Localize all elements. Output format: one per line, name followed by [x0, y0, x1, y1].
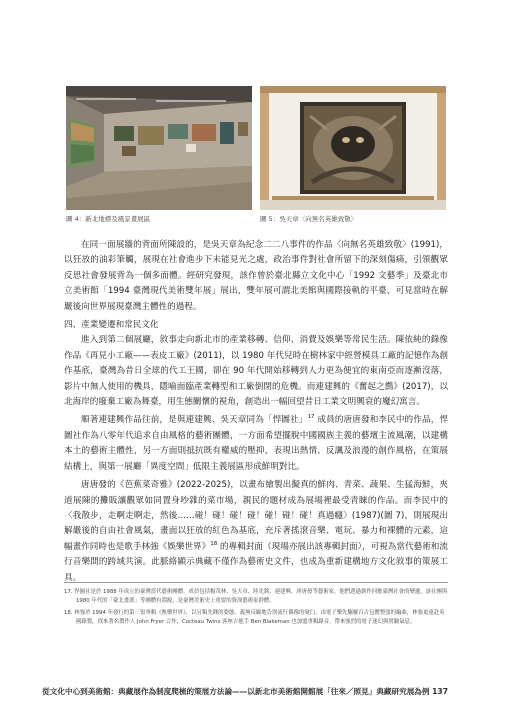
- paragraph-4-text-c: 的專輯封面（現場亦展出該專輯封面），可視為當代藝術和流行音樂間的跨域共演。此脈絡顯示典藏不僅作為藝術史文件，也成為重新建構地方文化敘事的策展工具。: [64, 541, 448, 583]
- paragraph-4-text-b: )，則展現出解嚴後的自由社會風氣，畫面以狂放的紅色為基底，充斥著搖滾音樂、電玩、暴力和裸體的元素，這幅畫作同時也是歌手林強《娛樂世界》: [64, 510, 449, 552]
- main-text: [64, 238, 448, 586]
- footnote-divider: [64, 582, 448, 583]
- paragraph-4: [64, 478, 448, 586]
- paragraph-1: 在同一面展牆的背面所陳設的，是吳天章為紀念二二八事件的作品〈向無名英雄致敬〉(1991)，以狂放的油彩筆觸，展現在社會進步下未能見光之處，政治事件對社會所留下的深刻傷痛，引領觀眾反思社會發展背為一個多面體。經研究發現，該作曾於臺北縣立文化中心「1992 文藝季」及臺北市立美術館「1994 臺灣現代美術雙年展」展出，雙年展可謂北美館與國際接軌的平臺，可見當時在解嚴後向世界展現臺灣主體性的過程。: [64, 240, 448, 312]
- figure-4-gallery-photo: [66, 86, 252, 210]
- paragraph-3: [64, 413, 448, 475]
- figure-7-reference: 圖 7: [383, 510, 402, 521]
- section-heading: 四、產業變遷和常民文化: [64, 320, 159, 331]
- paragraph-4-text-a: 唐唐發的《芭蕉菜奇雅》(2022-2025)，以畫布繪製出擬真的鮮肉、青菜、蔬果、生猛海鮮，夾道展陳的攤販讓觀眾如同置身吵雜的菜市場，親民的題材成為展場裡最受青睞的作品。而李民中的〈我散步，走啊走啊走，然後……碰！碰！碰！碰！碰！碰！碰！真過癮〉(1987)(: [64, 480, 448, 521]
- paragraph-3-text-a: 順著連建興作品往前，是與連建興、吳天章同為「悍圖社」: [81, 415, 308, 426]
- paragraph-2: 進入到第二個展廳，敘事走向新北市的產業移轉、信仰、消費及娛樂等常民生活。陳依純的錄像作品《再見小工廠——表皮工廠》(2011)，以 1980 年代兒時在樹林家中經營模具工廠的記憶作為創作基底，臺灣為昔日全球的代工王國，卻在 90 年代開始移轉到人力更為便宜的東南亞而逐漸沒落，影片中無人使用的機具，隱喻面臨產業轉型和工廠倒閉的危機。而連建興的《奮起之䳿》(2017)，以北海岸的廢棄工廠為舞臺，用生態關懷的視角，創造出一幅回望昔日工業文明興衰的魔幻寓言。: [64, 335, 448, 408]
- footer-title: 從文化中心到美術館：典藏展作為制度爬梳的策展方法論——以新北市美術館開館展「往來／照見」典藏研究展為例: [42, 687, 430, 696]
- footnote-17: 17. 悍圖社是於 1988 年成立的臺灣當代藝術團體。成員包括楊茂林、吳天章、陸先銘、連建興、唐唐發等藝術家，他們透過創作回應臺灣社會的變遷，該社團與 1980 年代的「臺北畫派」等團體有淵源，是臺灣美術史上重要的資深藝術家群體。: [64, 589, 448, 604]
- figure-5-painting-photo: [260, 86, 446, 210]
- running-footer: [42, 686, 448, 697]
- footnote-ref-17: 17: [307, 414, 315, 421]
- figure-4-caption: 圖 4：新北地標及風景畫展區: [66, 215, 151, 223]
- paragraph-3-text-b: 成員的唐唐發和李民中的作品，悍圖社作為八零年代追求自由風格的藝術團體，一方面希望擺脫中國國族主義的藝壇主流風潮，以建構本土的藝術主體性，另一方面則抵抗既有權威的壓抑，表現出熱情、反諷及浪漫的創作風格，在策展結構上，與第一展廳「異度空間」低限主義展區形成鮮明對比。: [64, 415, 448, 472]
- footnote-ref-18: 18: [210, 540, 218, 547]
- footnotes: [64, 588, 448, 630]
- figure-5-caption: 圖 5：吳天章〈向無名英雄致敬〉: [260, 215, 358, 223]
- page-number: 137: [432, 687, 448, 696]
- footnote-18: 18. 林強於 1994 年發行的第三張專輯《娛樂世界》，以另類先鋒的姿態，義無反顧地告別流行偶像的窠臼，由電子樂先驅羅百吉包攬整張的編曲，林強更遠赴英國錄製，找來著名製作人 John Fryer 合作，Cocteau Twins 客座吉他手 Ben Blakeman 也加盟專輯錄音，帶來強烈的電子迷幻與實驗氣息。: [64, 610, 445, 625]
